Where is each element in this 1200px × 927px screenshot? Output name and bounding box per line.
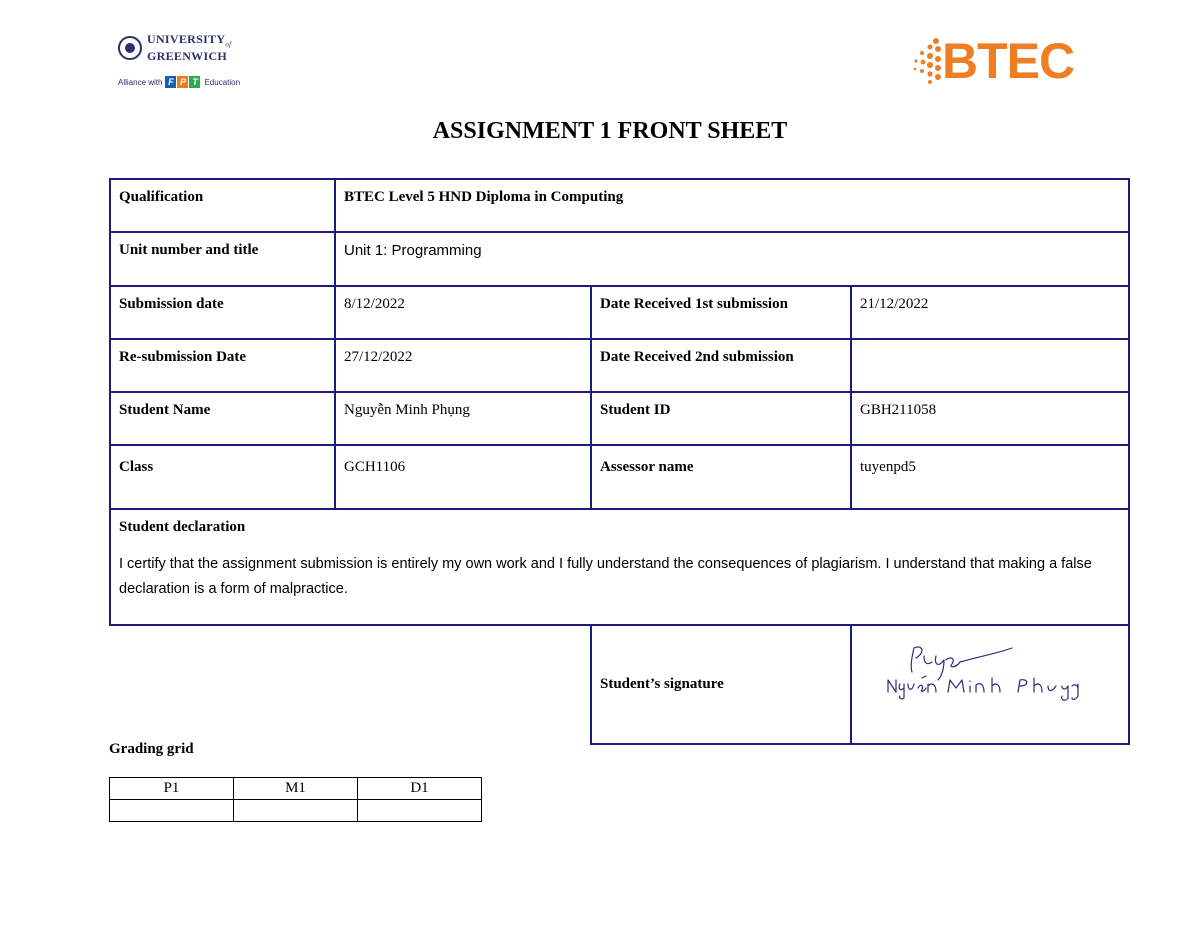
resubmission-row: [110, 339, 1129, 392]
signature-cell: [851, 625, 1129, 744]
grading-grid-title: Grading grid: [109, 741, 194, 757]
resubmission-date-label: Re-submission Date: [110, 339, 335, 392]
assessor-label: Assessor name: [591, 445, 851, 509]
empty-cell: [110, 625, 591, 744]
submission-date-value: 8/12/2022: [335, 286, 591, 339]
class-row: [110, 445, 1129, 509]
class-label: Class: [110, 445, 335, 509]
declaration-title: Student declaration: [119, 519, 246, 535]
grade-m1-header: M1: [234, 778, 358, 800]
grading-header-row: [110, 778, 482, 800]
front-sheet-table: [109, 178, 1130, 745]
date-received-2-value: [851, 339, 1129, 392]
grade-p1-header: P1: [110, 778, 234, 800]
qualification-row: [110, 179, 1129, 232]
grading-value-row: [110, 800, 482, 822]
declaration-cell: [110, 509, 1129, 625]
declaration-text: I certify that the assignment submission is entirely my own work and I fully understand the consequences of plagiarism. I understand that making a false declaration is a form of malpractice.: [119, 556, 1092, 597]
signature-row: [110, 625, 1129, 744]
grading-grid-table: [109, 777, 482, 822]
unit-label: Unit number and title: [110, 232, 335, 286]
page-title: ASSIGNMENT 1 FRONT SHEET: [432, 118, 788, 144]
date-received-2-label: Date Received 2nd submission: [591, 339, 851, 392]
grade-d1-cell: [358, 800, 482, 822]
student-id-value: GBH211058: [851, 392, 1129, 445]
assessor-value: tuyenpd5: [851, 445, 1129, 509]
fpt-logo-icon: F P T: [165, 76, 201, 88]
grade-m1-cell: [234, 800, 358, 822]
date-received-1-value: 21/12/2022: [851, 286, 1129, 339]
grade-p1-cell: [110, 800, 234, 822]
signature-label: Student’s signature: [591, 625, 851, 744]
fpt-alliance-tagline: Alliance with F P T Education: [118, 77, 241, 88]
submission-date-label: Submission date: [110, 286, 335, 339]
btec-dots-icon: [908, 36, 944, 86]
unit-row: [110, 232, 1129, 286]
student-id-label: Student ID: [591, 392, 851, 445]
unit-value: Unit 1: Programming: [335, 232, 1129, 286]
qualification-value: BTEC Level 5 HND Diploma in Computing: [335, 179, 1129, 232]
qualification-label: Qualification: [110, 179, 335, 232]
student-name-label: Student Name: [110, 392, 335, 445]
grade-d1-header: D1: [358, 778, 482, 800]
university-of-greenwich-logo: [118, 33, 248, 93]
date-received-1-label: Date Received 1st submission: [591, 286, 851, 339]
submission-row: [110, 286, 1129, 339]
resubmission-date-value: 27/12/2022: [335, 339, 591, 392]
handwritten-signature-icon: [852, 626, 1126, 738]
class-value: GCH1106: [335, 445, 591, 509]
university-name: $UNIVERSITY_{of}$ GREENWICH: [147, 32, 232, 64]
university-seal-icon: [118, 36, 142, 60]
btec-wordmark: BTEC: [942, 33, 1075, 89]
declaration-row: [110, 509, 1129, 625]
student-name-value: Nguyễn Minh Phụng: [335, 392, 591, 445]
btec-logo: [908, 30, 1098, 92]
student-row: [110, 392, 1129, 445]
